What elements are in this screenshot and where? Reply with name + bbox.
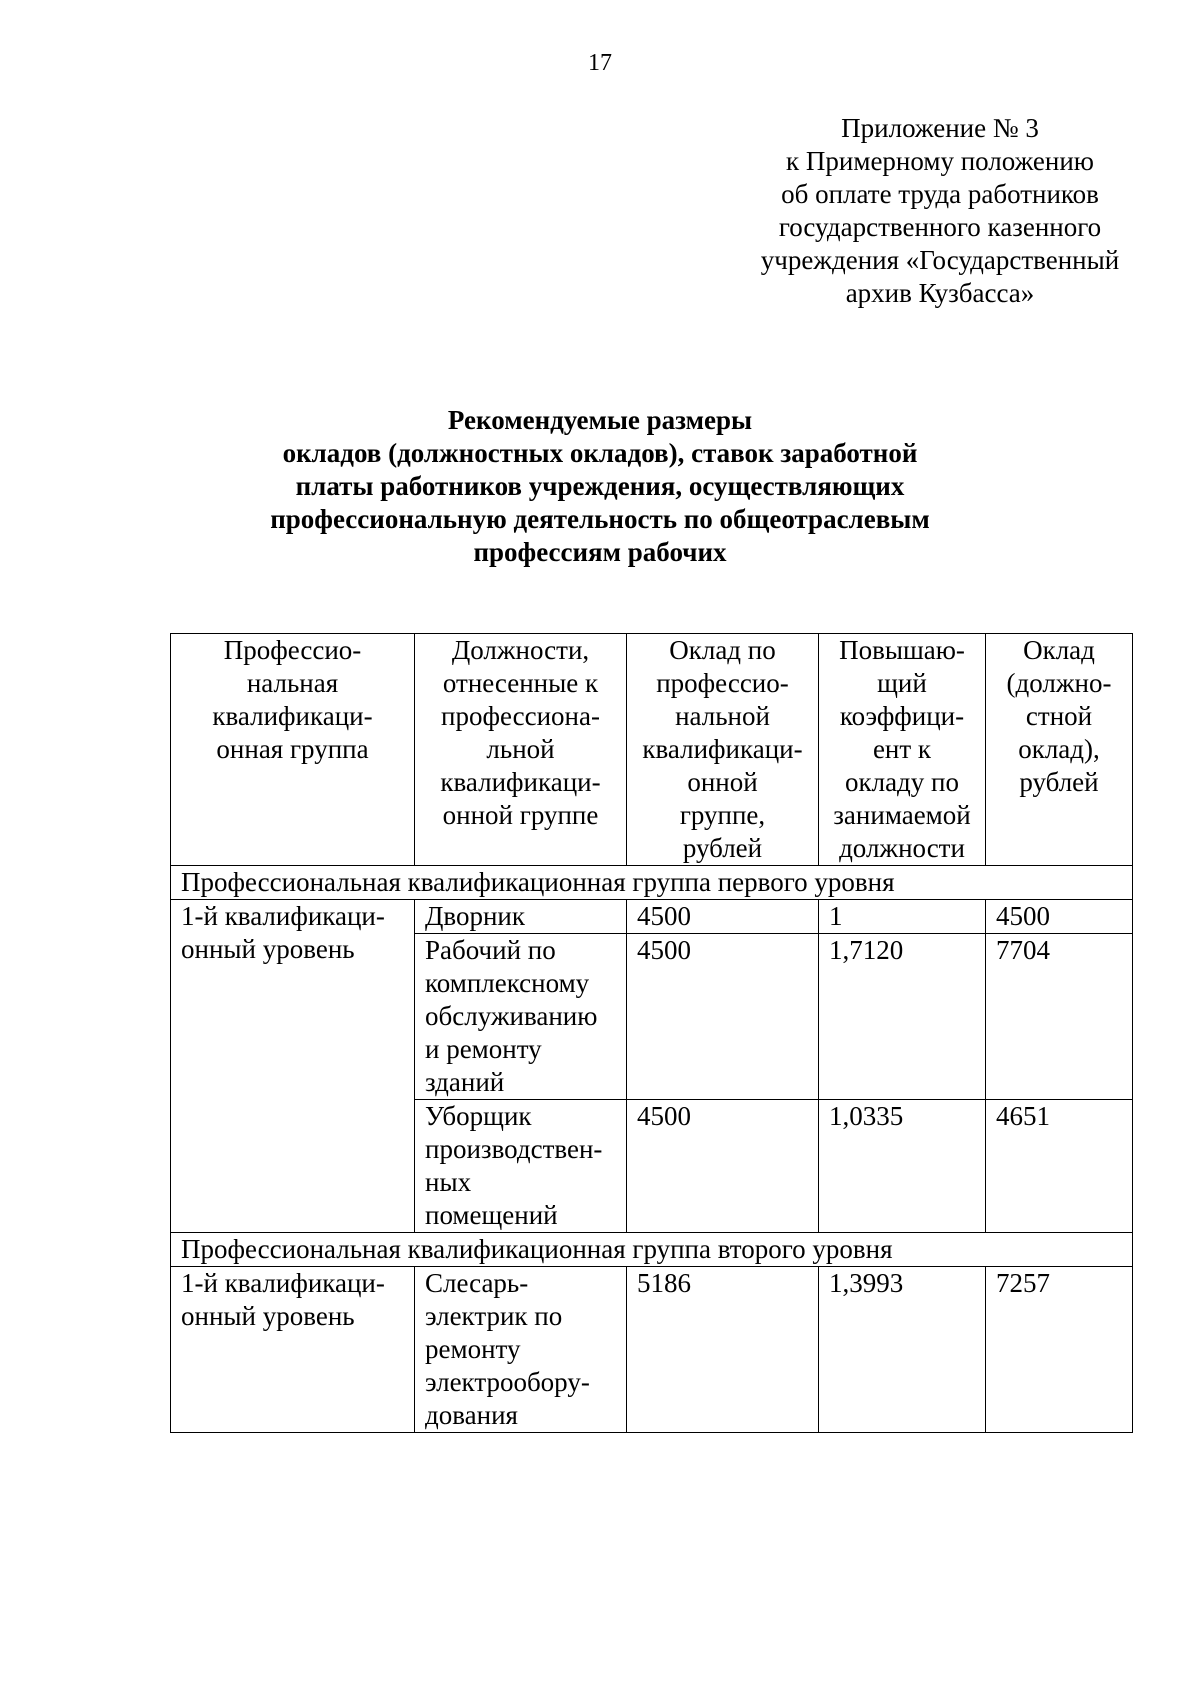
position-line: дования (425, 1400, 518, 1430)
position-line: ремонту (425, 1334, 521, 1364)
group-title: Профессиональная квалификационная группа второго уровня (171, 1233, 1133, 1267)
title-line: Рекомендуемые размеры (447, 405, 753, 435)
group-title: Профессиональная квалификационная группа первого уровня (171, 866, 1133, 900)
appendix-header (710, 112, 1170, 310)
header-line: Профессио- (223, 635, 362, 665)
title-line: платы работников учреждения, осуществляющих (295, 471, 905, 501)
header-line: квалификаци- (642, 734, 803, 764)
position-cell (415, 900, 627, 934)
base-salary-cell: 4500 (627, 1100, 819, 1233)
header-coefficient (819, 634, 986, 866)
salary-table (170, 633, 1133, 1433)
header-line: рублей (1019, 767, 1099, 797)
header-line: щий (877, 668, 927, 698)
coefficient-cell: 1,7120 (819, 934, 986, 1100)
level-line: онный уровень (181, 1301, 355, 1331)
header-salary (986, 634, 1133, 866)
header-line: окладу по (844, 767, 959, 797)
appendix-line: Приложение № 3 (841, 113, 1039, 143)
header-line: Оклад по (669, 635, 776, 665)
position-line: Уборщик (425, 1101, 532, 1131)
header-base-salary (627, 634, 819, 866)
header-line: нальной (675, 701, 770, 731)
appendix-line: государственного казенного (778, 212, 1102, 242)
header-line: коэффици- (839, 701, 965, 731)
appendix-line: об оплате труда работников (781, 179, 1099, 209)
position-line: и ремонту (425, 1034, 542, 1064)
salary-cell: 7257 (986, 1267, 1133, 1433)
base-salary-cell: 4500 (627, 900, 819, 934)
appendix-line: к Примерному положению (786, 146, 1094, 176)
position-line: электрик по (425, 1301, 563, 1331)
header-line: квалификаци- (440, 767, 601, 797)
qualification-level (171, 900, 415, 1233)
header-line: Должности, (451, 635, 590, 665)
level-line: 1-й квалификаци- (181, 901, 385, 931)
header-line: льной (486, 734, 555, 764)
position-line: комплексному (425, 968, 590, 998)
salary-cell: 7704 (986, 934, 1133, 1100)
header-line: группе, (679, 800, 766, 830)
base-salary-cell: 4500 (627, 934, 819, 1100)
header-line: онная группа (216, 734, 369, 764)
page-number: 17 (588, 50, 612, 76)
salary-cell: 4500 (986, 900, 1133, 934)
position-line: ных (425, 1167, 472, 1197)
header-line: (должно- (1006, 668, 1112, 698)
appendix-line: архив Кузбасса» (845, 278, 1035, 308)
table-row (171, 900, 1133, 934)
level-line: онный уровень (181, 934, 355, 964)
group-title-row (171, 866, 1133, 900)
header-qualification-group (171, 634, 415, 866)
level-line: 1-й квалификаци- (181, 1268, 385, 1298)
header-line: занимаемой (833, 800, 971, 830)
position-line: зданий (425, 1067, 505, 1097)
header-line: онной (687, 767, 758, 797)
header-positions (415, 634, 627, 866)
salary-cell: 4651 (986, 1100, 1133, 1233)
header-line: нальная (246, 668, 339, 698)
base-salary-cell: 5186 (627, 1267, 819, 1433)
title-line: профессиональную деятельность по общеотраслевым (270, 504, 930, 534)
position-line: обслуживанию (425, 1001, 598, 1031)
header-line: стной (1025, 701, 1093, 731)
header-line: Повышаю- (839, 635, 965, 665)
header-line: рублей (682, 833, 763, 863)
position-line: Слесарь- (425, 1268, 529, 1298)
position-cell (415, 1100, 627, 1233)
position-cell (415, 1267, 627, 1433)
title-line: профессиям рабочих (473, 537, 727, 567)
coefficient-cell: 1,3993 (819, 1267, 986, 1433)
position-line: Рабочий по (425, 935, 556, 965)
header-line: квалификаци- (212, 701, 373, 731)
appendix-line: учреждения «Государственный (760, 245, 1120, 275)
header-line: оклад), (1018, 734, 1100, 764)
header-line: ент к (872, 734, 932, 764)
table-header-row (171, 634, 1133, 866)
table-row (171, 1267, 1133, 1433)
header-line: Оклад (1023, 635, 1095, 665)
coefficient-cell: 1 (819, 900, 986, 934)
document-title (0, 404, 1200, 569)
position-line: Дворник (425, 901, 525, 931)
header-line: профессио- (656, 668, 789, 698)
header-line: профессиона- (441, 701, 600, 731)
position-line: электрообору- (425, 1367, 590, 1397)
header-line: отнесенные к (442, 668, 599, 698)
title-line: окладов (должностных окладов), ставок заработной (282, 438, 918, 468)
qualification-level (171, 1267, 415, 1433)
coefficient-cell: 1,0335 (819, 1100, 986, 1233)
header-line: должности (839, 833, 965, 863)
group-title-row (171, 1233, 1133, 1267)
position-line: производствен- (425, 1134, 603, 1164)
position-line: помещений (425, 1200, 558, 1230)
position-cell (415, 934, 627, 1100)
header-line: онной группе (442, 800, 599, 830)
